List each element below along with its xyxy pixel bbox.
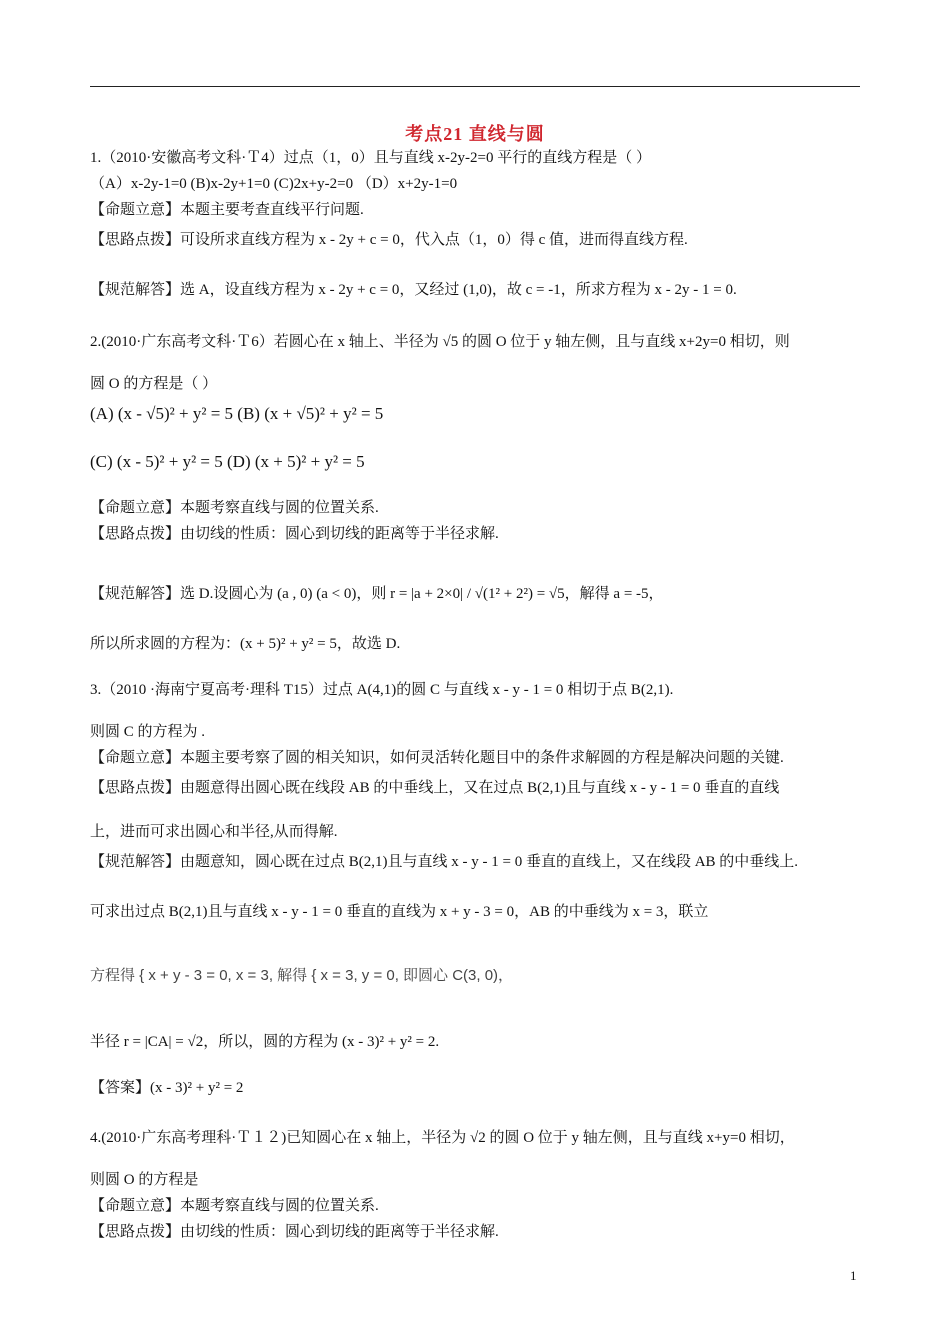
q2-solution: 【规范解答】选 D.设圆心为 (a , 0) (a < 0)，则 r = |a + 2×0| / √(1² + 2²) = √5，解得 a = -5， xyxy=(90,586,664,602)
page-title: 考点21 直线与圆 xyxy=(405,124,545,144)
q3-radius: 半径 r = |CA| = √2，所以，圆的方程为 (x - 3)² + y² = 2. xyxy=(90,1034,440,1050)
q4-stem-cont: 则圆 O 的方程是 xyxy=(90,1172,199,1188)
q1-intent: 【命题立意】本题主要考查直线平行问题. xyxy=(90,202,364,218)
q1-stem: 1.（2010·安徽高考文科·Ｔ4）过点（1，0）且与直线 x-2y-2=0 平行的直线方程是（ ） xyxy=(90,150,651,166)
q2-stem-cont: 圆 O 的方程是（ ） xyxy=(90,376,218,392)
q4-hint: 【思路点拨】由切线的性质：圆心到切线的距离等于半径求解. xyxy=(90,1224,499,1240)
q2-stem: 2.(2010·广东高考文科·Ｔ6）若圆心在 x 轴上、半径为 √5 的圆 O 位于 y 轴左侧，且与直线 x+2y=0 相切，则 xyxy=(90,334,790,350)
q2-intent: 【命题立意】本题考察直线与圆的位置关系. xyxy=(90,500,379,516)
q3-solution-cont: 可求出过点 B(2,1)且与直线 x - y - 1 = 0 垂直的直线为 x + y - 3 = 0，AB 的中垂线为 x = 3，联立 xyxy=(90,904,709,920)
q3-system-image: 方程得 { x + y - 3 = 0, x = 3, 解得 { x = 3, y = 0, 即圆心 C(3, 0)， xyxy=(90,967,514,984)
header-rule xyxy=(90,86,860,87)
q3-hint: 【思路点拨】由题意得出圆心既在线段 AB 的中垂线上，又在过点 B(2,1)且与直线 x - y - 1 = 0 垂直的直线 xyxy=(90,780,780,796)
q4-stem: 4.(2010·广东高考理科·Ｔ１２)已知圆心在 x 轴上，半径为 √2 的圆 O 位于 y 轴左侧，且与直线 x+y=0 相切， xyxy=(90,1130,795,1146)
q4-intent: 【命题立意】本题考察直线与圆的位置关系. xyxy=(90,1198,379,1214)
q1-hint: 【思路点拨】可设所求直线方程为 x - 2y + c = 0，代入点（1，0）得 c 值，进而得直线方程. xyxy=(90,232,688,248)
q3-answer: 【答案】(x - 3)² + y² = 2 xyxy=(90,1080,244,1096)
q3-intent: 【命题立意】本题主要考察了圆的相关知识，如何灵活转化题目中的条件求解圆的方程是解决问题的关键. xyxy=(90,750,784,766)
q2-options-cd: (C) (x - 5)² + y² = 5 (D) (x + 5)² + y² = 5 xyxy=(90,452,365,471)
q2-solution-cont: 所以所求圆的方程为：(x + 5)² + y² = 5，故选 D. xyxy=(90,636,401,652)
q1-solution: 【规范解答】选 A，设直线方程为 x - 2y + c = 0，又经过 (1,0)，故 c = -1，所求方程为 x - 2y - 1 = 0. xyxy=(90,282,737,298)
page-number: 1 xyxy=(850,1268,857,1283)
q3-solution: 【规范解答】由题意知，圆心既在过点 B(2,1)且与直线 x - y - 1 = 0 垂直的直线上，又在线段 AB 的中垂线上. xyxy=(90,854,799,870)
q3-stem: 3.（2010 ·海南宁夏高考·理科 T15）过点 A(4,1)的圆 C 与直线 x - y - 1 = 0 相切于点 B(2,1). xyxy=(90,682,674,698)
q2-hint: 【思路点拨】由切线的性质：圆心到切线的距离等于半径求解. xyxy=(90,526,499,542)
q2-options-ab: (A) (x - √5)² + y² = 5 (B) (x + √5)² + y² = 5 xyxy=(90,404,384,423)
q3-hint-cont: 上，进而可求出圆心和半径,从而得解. xyxy=(90,824,338,840)
q1-options: （A）x-2y-1=0 (B)x-2y+1=0 (C)2x+y-2=0 （D）x+2y-1=0 xyxy=(90,176,458,192)
q3-stem-cont: 则圆 C 的方程为 . xyxy=(90,724,206,740)
